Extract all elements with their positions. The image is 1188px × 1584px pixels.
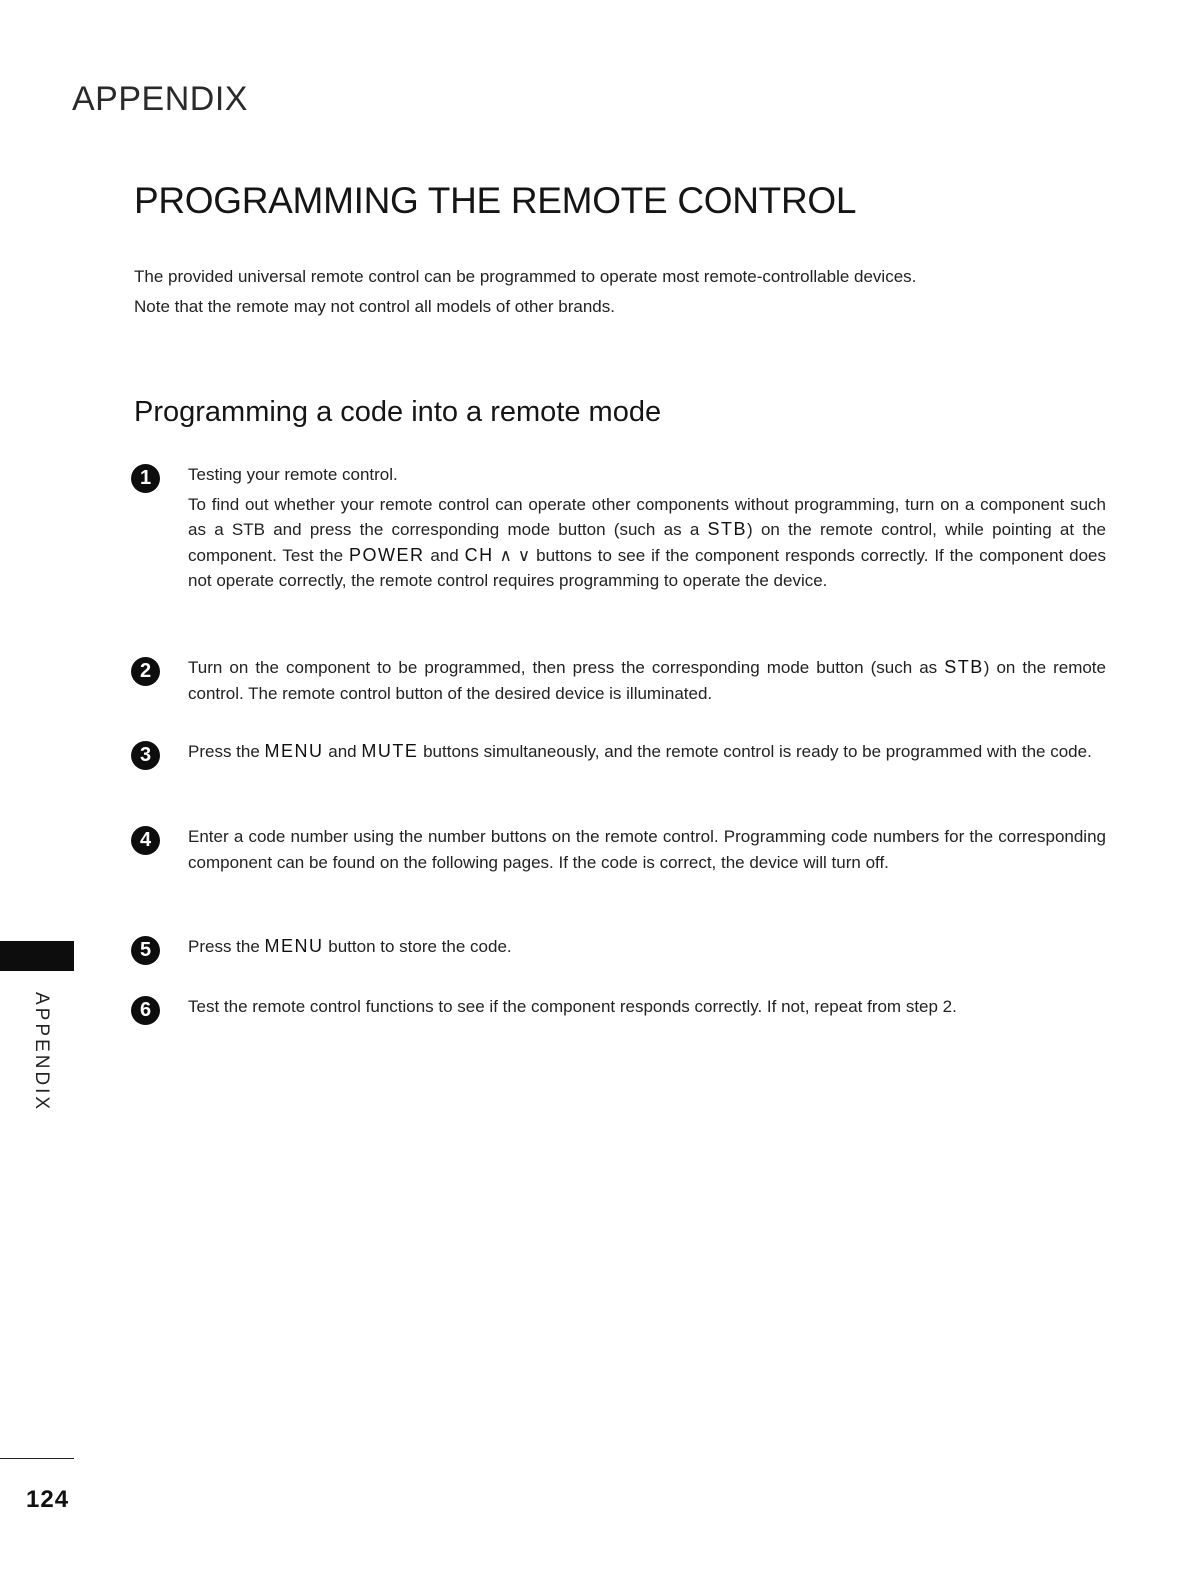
button-name: STB [944,657,984,677]
step-number-badge: 3 [131,741,160,770]
step-text: To find out whether your remote control can operate other components without programming, turn on a component such as a STB and press the corresponding mode button (such as a STB) on the remote control, while pointing at the component. Test the POWER and CH ∧ ∨ buttons to see if the component responds correctly. If the component does not operate correctly, the remote control requires programming to operate the device. [188,494,1107,590]
step-body [188,994,1106,1020]
step-text: Turn on the component to be programmed, then press the corresponding mode button (such as STB) on the remote control. The remote control button of the desired device is illuminated. [188,657,1106,703]
step-number-badge: 4 [131,826,160,855]
step-body [188,824,1106,875]
step-number-badge: 1 [131,464,160,493]
step-lead: Testing your remote control. [188,465,398,484]
button-name: STB [707,519,748,539]
step-body [188,462,1106,594]
button-name: MENU [264,936,324,956]
button-name: MENU [264,741,324,761]
intro-line: Note that the remote may not control all models of other brands. [134,297,615,316]
step-number-badge: 2 [131,657,160,686]
step-number-badge: 6 [131,996,160,1025]
step-body [188,934,1106,960]
side-tab-label: APPENDIX [31,992,52,1113]
step-text: Press the MENU and MUTE buttons simultaneously, and the remote control is ready to be programmed with the code. [188,741,1092,761]
button-name: POWER [348,544,425,565]
intro [134,262,1114,322]
page-number: 124 [26,1486,70,1513]
subheading: Programming a code into a remote mode [134,396,662,428]
step-text: Test the remote control functions to see if the component responds correctly. If not, repeat from step 2. [188,997,957,1016]
step-number-badge: 5 [131,936,160,965]
step-body [188,739,1106,765]
side-tab-marker [0,941,74,971]
section-title: APPENDIX [72,80,248,118]
footer-rule [0,1458,74,1459]
intro-line: The provided universal remote control can be programmed to operate most remote-controllable devices. [134,267,917,286]
step-text: Press the MENU button to store the code. [188,936,512,956]
step-body [188,655,1106,706]
step-text: Enter a code number using the number buttons on the remote control. Programming code numbers for the corresponding component can be found on the following pages. If the code is correct, the device will turn off. [188,827,1106,872]
button-name: MUTE [361,741,419,761]
page-title: PROGRAMMING THE REMOTE CONTROL [134,180,857,221]
button-name: CH [464,544,494,565]
